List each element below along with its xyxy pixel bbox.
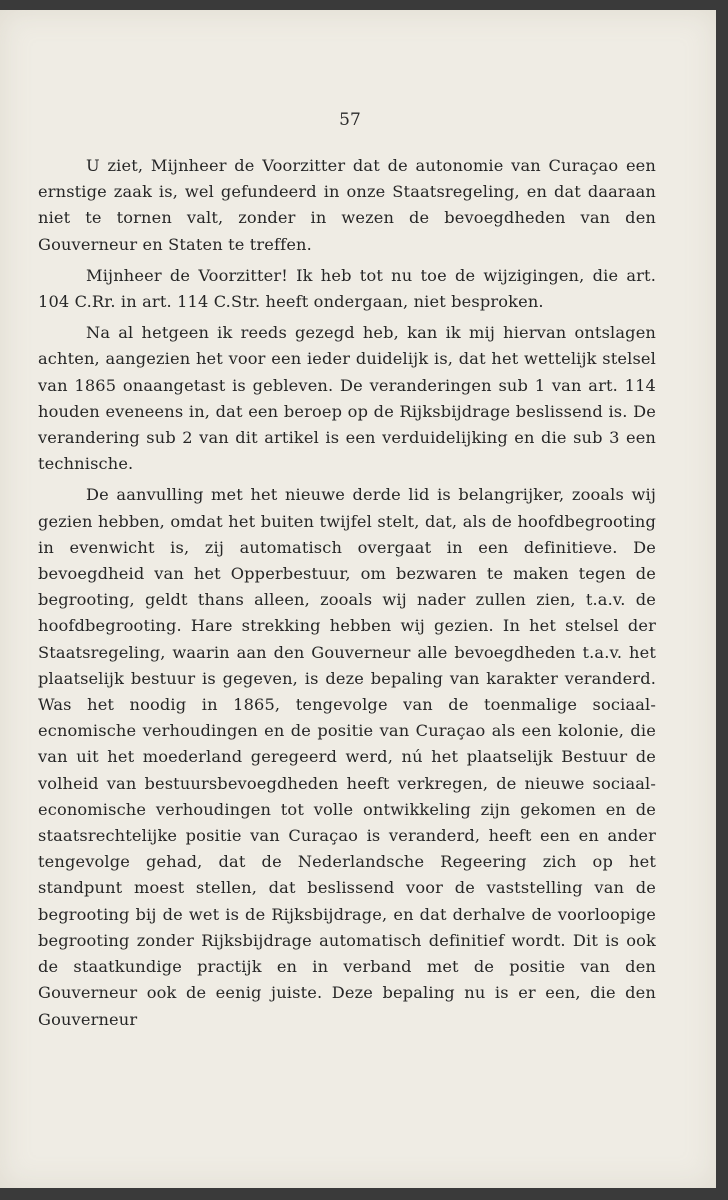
page-number: 57 xyxy=(339,110,361,130)
paragraph-4: De aanvulling met het nieuwe derde lid is belangrijker, zooals wij gezien hebben, omdat het buiten twijfel stelt, dat, als de hoofdbegrooting in evenwicht is, zij automatisch overgaat in een definitieve. De bevoegdheid van het Opperbestuur, om bezwaren te maken tegen de begrooting, geldt thans alleen, zooals wij nader zullen zien, t.a.v. de hoofdbegrooting. Hare strekking hebben wij gezien. In het stelsel der Staatsregeling, waarin aan den Gouverneur alle bevoegdheden t.a.v. het plaatselijk bestuur is gegeven, is deze bepaling van karakter veranderd. Was het noodig in 1865, tengevolge van de toenmalige sociaal-ecnomische verhoudingen en de positie van Curaçao als een kolonie, die van uit het moederland geregeerd werd, nú het plaatselijk Bestuur de volheid van bestuursbevoegdheden heeft verkregen, de nieuwe sociaal-economische verhoudingen tot volle ontwikkeling zijn gekomen en de staatsrechtelijke positie van Curaçao is veranderd, heeft een en ander tengevolge gehad, dat de Nederlandsche Regeering zich op het standpunt moest stellen, dat beslissend voor de vaststelling van de begrooting bij de wet is de Rijksbijdrage, en dat derhalve de voorloopige begrooting zonder Rijksbijdrage automatisch definitief wordt. Dit is ook de staatkundige practijk en in verband met de positie van den Gouverneur ook de eenig juiste. Deze bepaling nu is er een, die den Gouverneur xyxy=(38,485,656,1029)
book-page xyxy=(0,10,716,1188)
paragraph-2: Mijnheer de Voorzitter! Ik heb tot nu toe de wijzigingen, die art. 104 C.Rr. in art. 114 C.Str. heeft ondergaan, niet besproken. xyxy=(38,265,656,312)
body-text xyxy=(38,153,656,1038)
paragraph-1: U ziet, Mijnheer de Voorzitter dat de autonomie van Curaçao een ernstige zaak is, wel gefundeerd in onze Staatsregeling, en dat daaraan niet te tornen valt, zonder in wezen de bevoegdheden van den Gouverneur en Staten te treffen. xyxy=(38,156,656,254)
paragraph-3: Na al hetgeen ik reeds gezegd heb, kan ik mij hiervan ontslagen achten, aangezien het voor een ieder duidelijk is, dat het wettelijk stelsel van 1865 onaangetast is gebleven. De veranderingen sub 1 van art. 114 houden eveneens in, dat een beroep op de Rijksbijdrage beslissend is. De verandering sub 2 van dit artikel is een verduidelijking en die sub 3 een technische. xyxy=(38,323,656,474)
